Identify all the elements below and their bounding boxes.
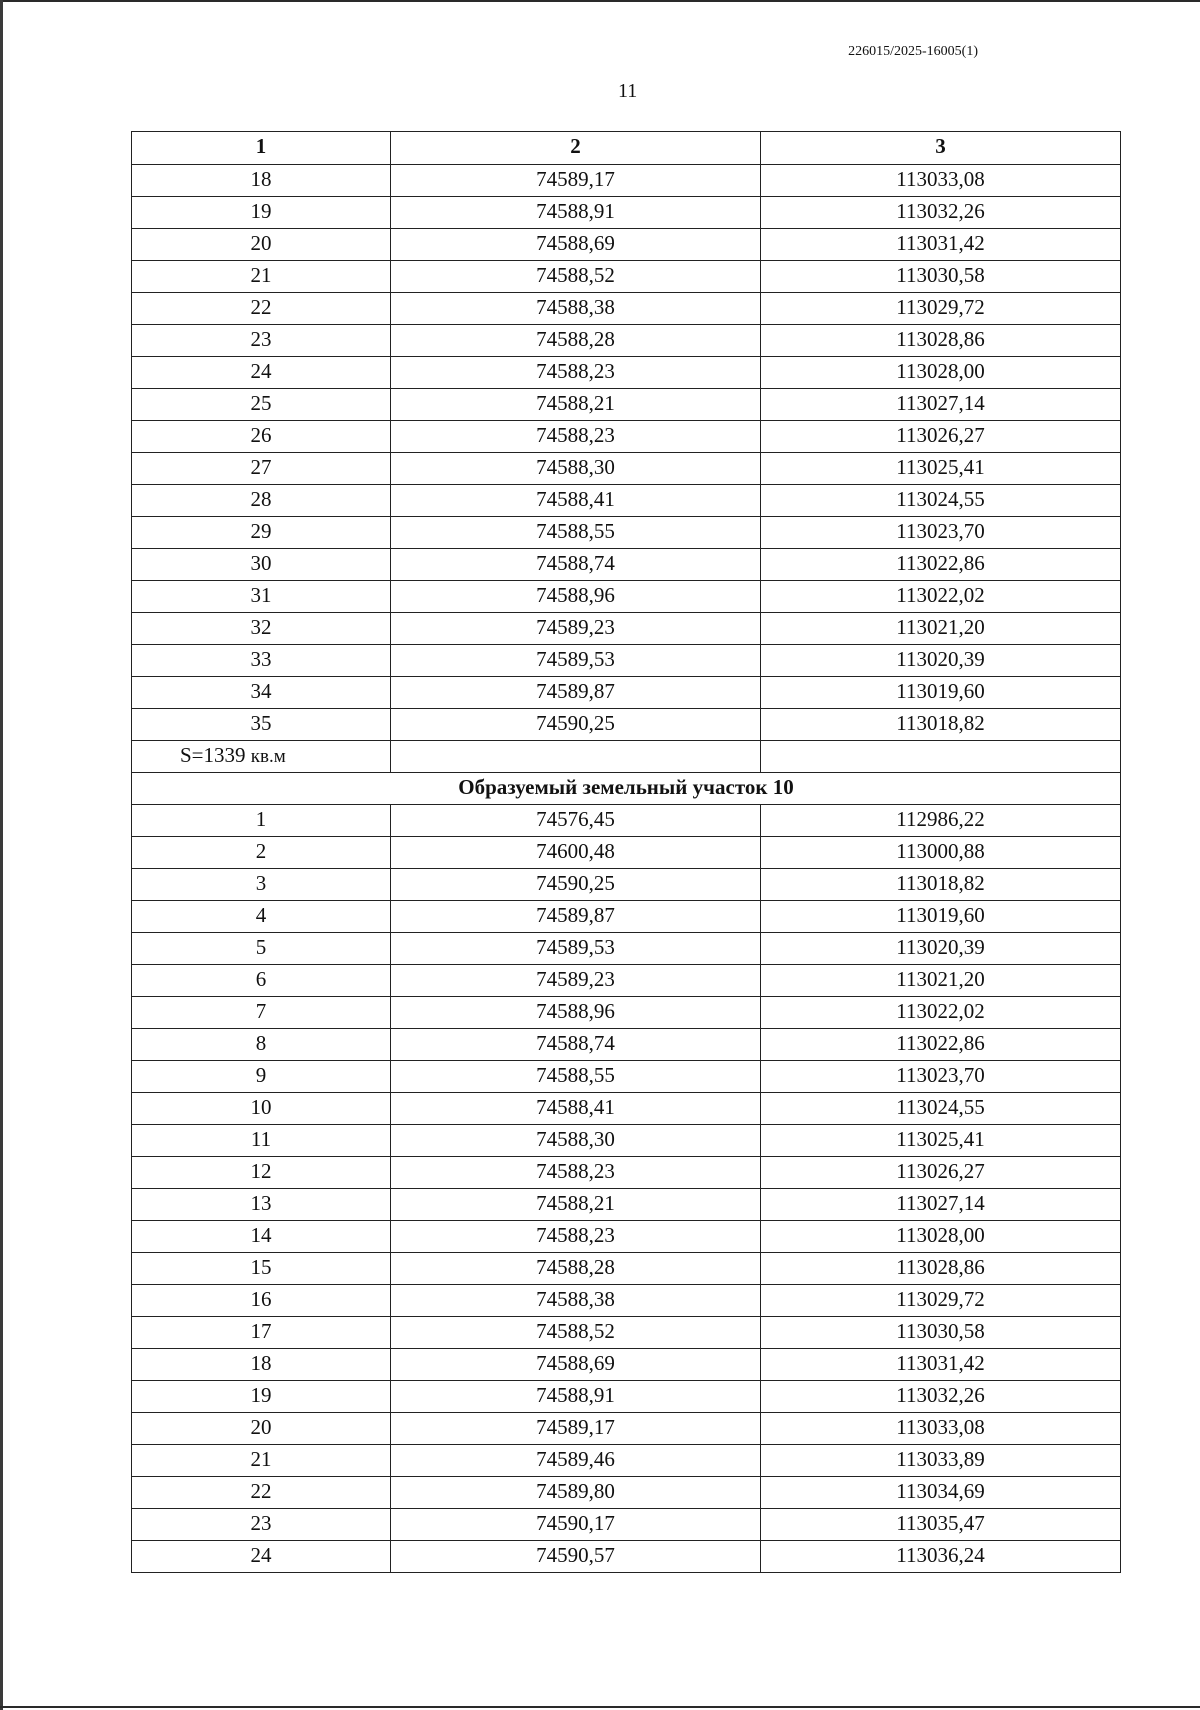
point-number-cell: 16 bbox=[132, 1285, 391, 1317]
y-coordinate-cell: 113020,39 bbox=[761, 645, 1121, 677]
y-coordinate-cell: 113028,86 bbox=[761, 1253, 1121, 1285]
point-number-cell: 26 bbox=[132, 421, 391, 453]
point-number-cell: 22 bbox=[132, 293, 391, 325]
point-number-cell: 3 bbox=[132, 869, 391, 901]
table-row bbox=[132, 1125, 1121, 1157]
x-coordinate-cell: 74588,23 bbox=[391, 421, 761, 453]
x-coordinate-cell: 74590,25 bbox=[391, 709, 761, 741]
x-coordinate-cell: 74588,30 bbox=[391, 1125, 761, 1157]
y-coordinate-cell: 113021,20 bbox=[761, 965, 1121, 997]
x-coordinate-cell: 74588,41 bbox=[391, 1093, 761, 1125]
column-header-2: 2 bbox=[391, 132, 761, 165]
point-number-cell: 19 bbox=[132, 1381, 391, 1413]
area-row bbox=[132, 741, 1121, 773]
point-number-cell: 4 bbox=[132, 901, 391, 933]
x-coordinate-cell: 74590,57 bbox=[391, 1541, 761, 1573]
empty-cell bbox=[391, 741, 761, 773]
y-coordinate-cell: 113034,69 bbox=[761, 1477, 1121, 1509]
y-coordinate-cell: 113033,08 bbox=[761, 165, 1121, 197]
table-row bbox=[132, 1445, 1121, 1477]
x-coordinate-cell: 74600,48 bbox=[391, 837, 761, 869]
x-coordinate-cell: 74588,41 bbox=[391, 485, 761, 517]
y-coordinate-cell: 113024,55 bbox=[761, 485, 1121, 517]
section-title-row bbox=[132, 773, 1121, 805]
table-row bbox=[132, 1317, 1121, 1349]
y-coordinate-cell: 113033,89 bbox=[761, 1445, 1121, 1477]
x-coordinate-cell: 74588,21 bbox=[391, 1189, 761, 1221]
point-number-cell: 8 bbox=[132, 1029, 391, 1061]
table-row bbox=[132, 1093, 1121, 1125]
x-coordinate-cell: 74589,17 bbox=[391, 165, 761, 197]
x-coordinate-cell: 74588,96 bbox=[391, 581, 761, 613]
x-coordinate-cell: 74589,80 bbox=[391, 1477, 761, 1509]
point-number-cell: 14 bbox=[132, 1221, 391, 1253]
point-number-cell: 23 bbox=[132, 325, 391, 357]
point-number-cell: 24 bbox=[132, 357, 391, 389]
table-row bbox=[132, 869, 1121, 901]
table-row bbox=[132, 1061, 1121, 1093]
x-coordinate-cell: 74588,23 bbox=[391, 357, 761, 389]
empty-cell bbox=[761, 741, 1121, 773]
x-coordinate-cell: 74588,28 bbox=[391, 1253, 761, 1285]
table-row bbox=[132, 1413, 1121, 1445]
table-row bbox=[132, 453, 1121, 485]
y-coordinate-cell: 113028,00 bbox=[761, 1221, 1121, 1253]
table-row bbox=[132, 1029, 1121, 1061]
table-row bbox=[132, 1477, 1121, 1509]
table-row bbox=[132, 965, 1121, 997]
point-number-cell: 9 bbox=[132, 1061, 391, 1093]
table-row bbox=[132, 197, 1121, 229]
table-row bbox=[132, 165, 1121, 197]
table-row bbox=[132, 421, 1121, 453]
point-number-cell: 22 bbox=[132, 1477, 391, 1509]
table-row bbox=[132, 261, 1121, 293]
y-coordinate-cell: 113031,42 bbox=[761, 229, 1121, 261]
x-coordinate-cell: 74589,23 bbox=[391, 965, 761, 997]
y-coordinate-cell: 113026,27 bbox=[761, 421, 1121, 453]
x-coordinate-cell: 74588,96 bbox=[391, 997, 761, 1029]
y-coordinate-cell: 113025,41 bbox=[761, 1125, 1121, 1157]
point-number-cell: 17 bbox=[132, 1317, 391, 1349]
table-row bbox=[132, 1381, 1121, 1413]
point-number-cell: 24 bbox=[132, 1541, 391, 1573]
y-coordinate-cell: 113019,60 bbox=[761, 677, 1121, 709]
y-coordinate-cell: 113036,24 bbox=[761, 1541, 1121, 1573]
table-row bbox=[132, 485, 1121, 517]
x-coordinate-cell: 74590,17 bbox=[391, 1509, 761, 1541]
table-row bbox=[132, 837, 1121, 869]
point-number-cell: 23 bbox=[132, 1509, 391, 1541]
table-row bbox=[132, 549, 1121, 581]
table-row bbox=[132, 709, 1121, 741]
table-row bbox=[132, 997, 1121, 1029]
table-row bbox=[132, 645, 1121, 677]
point-number-cell: 32 bbox=[132, 613, 391, 645]
coordinates-table bbox=[131, 131, 1121, 1573]
table-row bbox=[132, 389, 1121, 421]
y-coordinate-cell: 113026,27 bbox=[761, 1157, 1121, 1189]
table-row bbox=[132, 1189, 1121, 1221]
point-number-cell: 19 bbox=[132, 197, 391, 229]
y-coordinate-cell: 113020,39 bbox=[761, 933, 1121, 965]
point-number-cell: 35 bbox=[132, 709, 391, 741]
column-header-3: 3 bbox=[761, 132, 1121, 165]
y-coordinate-cell: 113018,82 bbox=[761, 869, 1121, 901]
y-coordinate-cell: 113035,47 bbox=[761, 1509, 1121, 1541]
y-coordinate-cell: 113028,86 bbox=[761, 325, 1121, 357]
y-coordinate-cell: 113033,08 bbox=[761, 1413, 1121, 1445]
point-number-cell: 18 bbox=[132, 165, 391, 197]
point-number-cell: 33 bbox=[132, 645, 391, 677]
point-number-cell: 7 bbox=[132, 997, 391, 1029]
y-coordinate-cell: 113022,02 bbox=[761, 997, 1121, 1029]
point-number-cell: 18 bbox=[132, 1349, 391, 1381]
x-coordinate-cell: 74589,17 bbox=[391, 1413, 761, 1445]
point-number-cell: 10 bbox=[132, 1093, 391, 1125]
y-coordinate-cell: 113025,41 bbox=[761, 453, 1121, 485]
point-number-cell: 11 bbox=[132, 1125, 391, 1157]
point-number-cell: 2 bbox=[132, 837, 391, 869]
y-coordinate-cell: 113022,02 bbox=[761, 581, 1121, 613]
point-number-cell: 27 bbox=[132, 453, 391, 485]
table-row bbox=[132, 325, 1121, 357]
point-number-cell: 20 bbox=[132, 1413, 391, 1445]
area-value: S=1339 bbox=[180, 743, 246, 767]
point-number-cell: 13 bbox=[132, 1189, 391, 1221]
y-coordinate-cell: 113030,58 bbox=[761, 261, 1121, 293]
y-coordinate-cell: 113023,70 bbox=[761, 1061, 1121, 1093]
x-coordinate-cell: 74588,69 bbox=[391, 1349, 761, 1381]
x-coordinate-cell: 74589,87 bbox=[391, 901, 761, 933]
x-coordinate-cell: 74588,30 bbox=[391, 453, 761, 485]
y-coordinate-cell: 112986,22 bbox=[761, 805, 1121, 837]
x-coordinate-cell: 74588,23 bbox=[391, 1157, 761, 1189]
x-coordinate-cell: 74588,91 bbox=[391, 197, 761, 229]
point-number-cell: 21 bbox=[132, 1445, 391, 1477]
point-number-cell: 12 bbox=[132, 1157, 391, 1189]
y-coordinate-cell: 113029,72 bbox=[761, 293, 1121, 325]
y-coordinate-cell: 113021,20 bbox=[761, 613, 1121, 645]
y-coordinate-cell: 113000,88 bbox=[761, 837, 1121, 869]
point-number-cell: 5 bbox=[132, 933, 391, 965]
x-coordinate-cell: 74590,25 bbox=[391, 869, 761, 901]
y-coordinate-cell: 113030,58 bbox=[761, 1317, 1121, 1349]
y-coordinate-cell: 113022,86 bbox=[761, 549, 1121, 581]
table-row bbox=[132, 1349, 1121, 1381]
point-number-cell: 28 bbox=[132, 485, 391, 517]
table-row bbox=[132, 229, 1121, 261]
table-row bbox=[132, 1253, 1121, 1285]
table-row bbox=[132, 1509, 1121, 1541]
y-coordinate-cell: 113027,14 bbox=[761, 389, 1121, 421]
table-row bbox=[132, 805, 1121, 837]
column-header-1: 1 bbox=[132, 132, 391, 165]
scan-edge-top bbox=[0, 0, 1200, 2]
x-coordinate-cell: 74588,74 bbox=[391, 1029, 761, 1061]
point-number-cell: 15 bbox=[132, 1253, 391, 1285]
x-coordinate-cell: 74588,91 bbox=[391, 1381, 761, 1413]
y-coordinate-cell: 113022,86 bbox=[761, 1029, 1121, 1061]
point-number-cell: 21 bbox=[132, 261, 391, 293]
y-coordinate-cell: 113028,00 bbox=[761, 357, 1121, 389]
table-row bbox=[132, 1541, 1121, 1573]
table-row bbox=[132, 613, 1121, 645]
point-number-cell: 6 bbox=[132, 965, 391, 997]
table-row bbox=[132, 901, 1121, 933]
x-coordinate-cell: 74588,38 bbox=[391, 1285, 761, 1317]
area-unit: кв.м bbox=[250, 746, 286, 767]
area-cell bbox=[132, 741, 391, 773]
x-coordinate-cell: 74588,52 bbox=[391, 1317, 761, 1349]
y-coordinate-cell: 113032,26 bbox=[761, 197, 1121, 229]
x-coordinate-cell: 74589,53 bbox=[391, 933, 761, 965]
x-coordinate-cell: 74589,46 bbox=[391, 1445, 761, 1477]
table-header-row bbox=[132, 132, 1121, 165]
table-row bbox=[132, 1285, 1121, 1317]
y-coordinate-cell: 113031,42 bbox=[761, 1349, 1121, 1381]
x-coordinate-cell: 74589,23 bbox=[391, 613, 761, 645]
point-number-cell: 29 bbox=[132, 517, 391, 549]
x-coordinate-cell: 74576,45 bbox=[391, 805, 761, 837]
scan-edge-bottom bbox=[0, 1706, 1200, 1708]
x-coordinate-cell: 74588,52 bbox=[391, 261, 761, 293]
x-coordinate-cell: 74588,23 bbox=[391, 1221, 761, 1253]
x-coordinate-cell: 74588,38 bbox=[391, 293, 761, 325]
point-number-cell: 30 bbox=[132, 549, 391, 581]
x-coordinate-cell: 74588,21 bbox=[391, 389, 761, 421]
x-coordinate-cell: 74588,55 bbox=[391, 1061, 761, 1093]
section-title: Образуемый земельный участок 10 bbox=[132, 773, 1121, 805]
table-row bbox=[132, 933, 1121, 965]
point-number-cell: 20 bbox=[132, 229, 391, 261]
x-coordinate-cell: 74589,87 bbox=[391, 677, 761, 709]
x-coordinate-cell: 74588,74 bbox=[391, 549, 761, 581]
y-coordinate-cell: 113027,14 bbox=[761, 1189, 1121, 1221]
y-coordinate-cell: 113024,55 bbox=[761, 1093, 1121, 1125]
document-number: 226015/2025-16005(1) bbox=[848, 44, 978, 59]
point-number-cell: 1 bbox=[132, 805, 391, 837]
point-number-cell: 34 bbox=[132, 677, 391, 709]
x-coordinate-cell: 74588,69 bbox=[391, 229, 761, 261]
table-row bbox=[132, 581, 1121, 613]
y-coordinate-cell: 113019,60 bbox=[761, 901, 1121, 933]
point-number-cell: 25 bbox=[132, 389, 391, 421]
x-coordinate-cell: 74588,55 bbox=[391, 517, 761, 549]
table-row bbox=[132, 677, 1121, 709]
y-coordinate-cell: 113029,72 bbox=[761, 1285, 1121, 1317]
y-coordinate-cell: 113023,70 bbox=[761, 517, 1121, 549]
scan-edge-left bbox=[0, 0, 3, 1710]
table-row bbox=[132, 1157, 1121, 1189]
table-row bbox=[132, 517, 1121, 549]
table-row bbox=[132, 1221, 1121, 1253]
table-row bbox=[132, 293, 1121, 325]
y-coordinate-cell: 113032,26 bbox=[761, 1381, 1121, 1413]
x-coordinate-cell: 74588,28 bbox=[391, 325, 761, 357]
point-number-cell: 31 bbox=[132, 581, 391, 613]
y-coordinate-cell: 113018,82 bbox=[761, 709, 1121, 741]
page-number: 11 bbox=[618, 80, 638, 102]
x-coordinate-cell: 74589,53 bbox=[391, 645, 761, 677]
table-row bbox=[132, 357, 1121, 389]
